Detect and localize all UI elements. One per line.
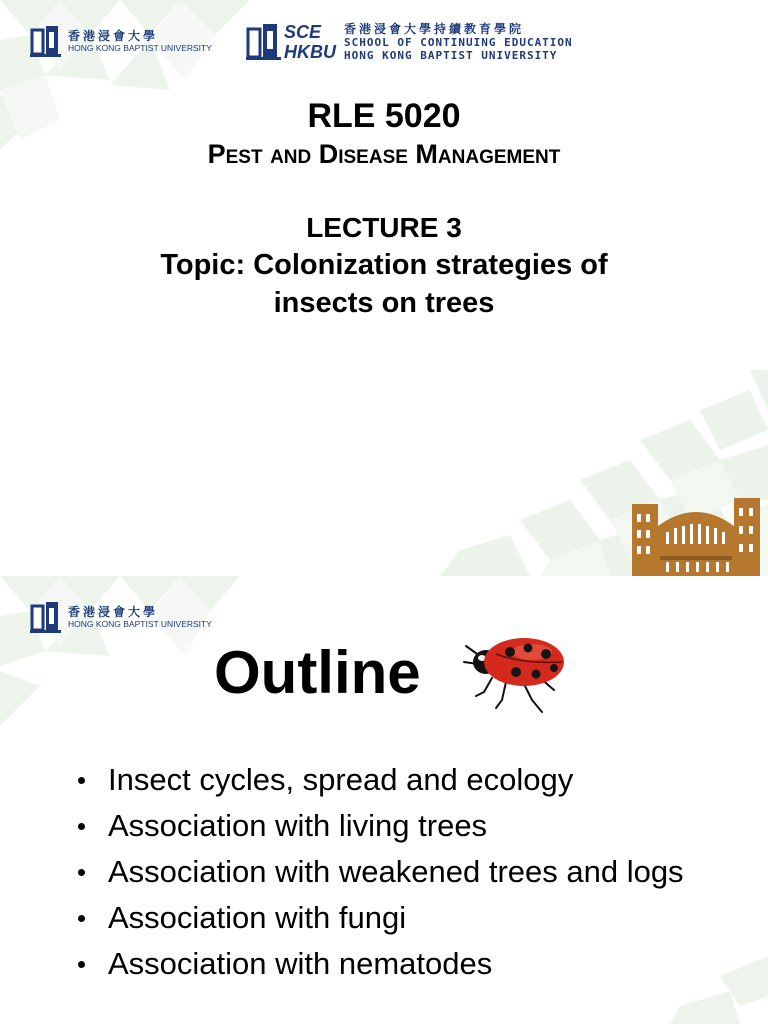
list-item [78,899,698,937]
topic-line-1: Topic: Colonization strategies of [160,249,608,281]
list-item-text: Association with fungi [108,900,407,935]
hkbu-english-name: HONG KONG BAPTIST UNIVERSITY [68,618,212,629]
hkbu-emblem-icon [30,600,62,634]
lecture-number: LECTURE 3 [306,212,462,243]
bullet-icon [78,915,85,922]
sce-english-line1: SCHOOL OF CONTINUING EDUCATION [344,36,573,49]
list-item-text: Association with nematodes [108,946,493,981]
background-pattern-top-left [0,576,250,726]
hkbu-logo [30,600,212,634]
bullet-icon [78,869,85,876]
list-item [78,761,698,799]
topic-line-2: insects on trees [273,287,495,319]
outline-slide [0,576,768,1024]
list-item-text: Association with living trees [108,808,488,843]
list-item [78,807,698,845]
university-building-image [632,486,760,576]
list-item [78,945,698,983]
hkbu-emblem-icon [30,24,62,58]
sce-badge-top: SCE [284,22,322,42]
sce-logo [246,22,573,62]
sce-badge-bottom: HKBU [284,42,336,62]
ladybird-icon [462,634,568,718]
slide-title: Outline [214,639,421,706]
outline-list [78,761,698,991]
list-item-text: Association with weakened trees and logs [108,854,684,889]
hkbu-emblem-icon [246,22,282,62]
bullet-icon [78,961,85,968]
course-name: Pest and Disease Management [207,139,561,169]
list-item-text: Insect cycles, spread and ecology [108,762,574,797]
course-code: RLE 5020 [307,97,461,135]
sce-english-line2: HONG KONG BAPTIST UNIVERSITY [344,49,558,62]
hkbu-logo [30,24,212,58]
bullet-icon [78,823,85,830]
bullet-icon [78,777,85,784]
title-block [0,96,768,322]
hkbu-english-name: HONG KONG BAPTIST UNIVERSITY [68,42,212,53]
sce-chinese-name: 香港浸會大學持續教育學院 [344,22,525,36]
hkbu-chinese-name: 香港浸會大學 [68,28,159,43]
list-item [78,853,698,891]
hkbu-chinese-name: 香港浸會大學 [68,604,159,619]
